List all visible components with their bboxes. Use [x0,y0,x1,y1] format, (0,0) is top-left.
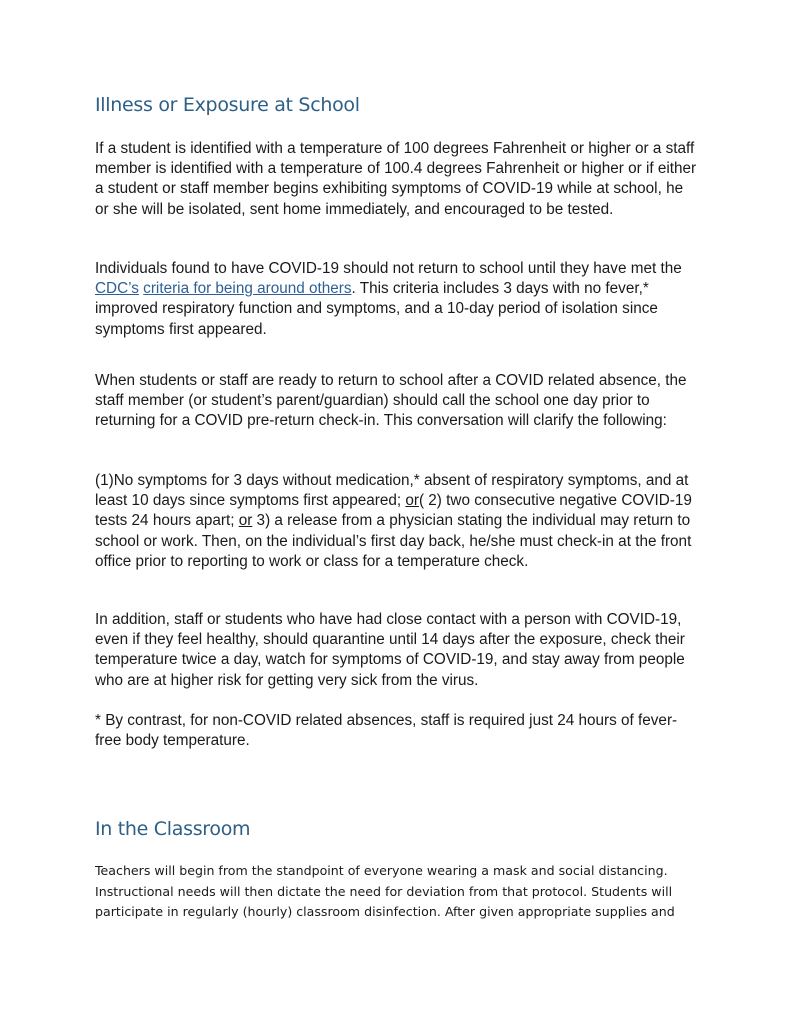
paragraph-classroom: Teachers will begin from the standpoint of everyone wearing a mask and social distancing. Instructional needs will then dictate the need for deviation from that protocol. Students will participate in regularly (hourly) classroom disinfection. After given appropriate supplies and [95,863,675,919]
or-emphasis: or [405,492,419,510]
paragraph-temperature-isolation: If a student is identified with a temperature of 100 degrees Fahrenheit or higher or a staff member is identified with a temperature of 100.4 degrees Fahrenheit or higher or if either a student or staff member begins exhibiting symptoms of COVID-19 while at school, he or she will be isolated, sent home immediately, and encouraged to be tested. [95,140,697,218]
section-heading-illness: Illness or Exposure at School [95,94,360,116]
criteria-link[interactable]: criteria for being around others [143,280,352,298]
or-emphasis: or [238,512,253,530]
paragraph-return-criteria [95,259,700,340]
paragraph-text: . This criteria includes 3 days with no fever,* improved respiratory function and symptoms, and a 10-day period of isolation since symptoms first appeared. [95,280,658,338]
paragraph-close-contact: In addition, staff or students who have had close contact with a person with COVID-19, even if they feel healthy, should quarantine until 14 days after the exposure, check their temperature twice a day, watch for symptoms of COVID-19, and stay away from people who are at higher risk for getting very sick from the virus. [95,611,685,689]
section-heading-classroom: In the Classroom [95,818,251,840]
paragraph-text: Individuals found to have COVID-19 should not return to school until they have met the [95,260,682,277]
paragraph-return-conditions: (1)No symptoms for 3 days without medication,* absent of respiratory symptoms, and at least 10 days since symptoms first appeared; or( 2) two consecutive negative COVID-19 tests 24 hours apart; or 3) a release from a physician stating the individual may return to school or work. Then, on the individual’s first day back, he/she must check-in at the front office prior to reporting to work or class for a temperature check. [95,472,692,570]
footnote-non-covid: * By contrast, for non-COVID related absences, staff is required just 24 hours of fever-free body temperature. [95,712,678,750]
paragraph-pre-return-checkin: When students or staff are ready to return to school after a COVID related absence, the staff member (or student’s parent/guardian) should call the school one day prior to returning for a COVID pre-return check-in. This conversation will clarify the following: [95,372,687,430]
cdc-link[interactable]: CDC’s [95,280,139,298]
